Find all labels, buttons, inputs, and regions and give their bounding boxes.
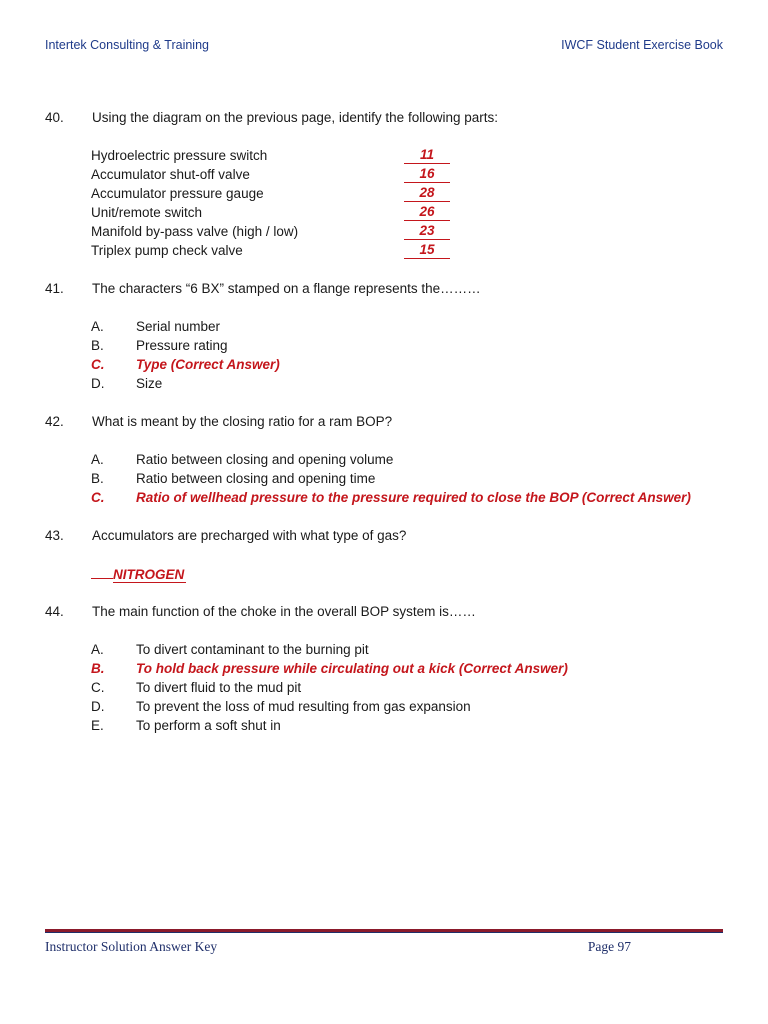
option-letter: C. (91, 490, 105, 505)
question-number: 41. (45, 281, 64, 296)
option-letter: A. (91, 319, 104, 334)
part-name: Accumulator shut-off valve (91, 167, 250, 182)
part-row (91, 241, 461, 260)
option-text: Ratio between closing and opening volume (136, 452, 394, 467)
footer-rule (45, 929, 723, 933)
part-answer: 23 (404, 223, 450, 240)
option-text: To prevent the loss of mud resulting from gas expansion (136, 699, 471, 714)
option-text: To perform a soft shut in (136, 718, 281, 733)
page-header (45, 38, 723, 58)
part-row (91, 184, 461, 203)
page-number: Page 97 (587, 939, 631, 954)
part-row (91, 222, 461, 241)
option-letter: A. (91, 642, 104, 657)
option-letter: E. (91, 718, 104, 733)
option-letter: C. (91, 357, 105, 372)
option-letter: C. (91, 680, 105, 695)
option-text: Serial number (136, 319, 221, 334)
question-text: Accumulators are precharged with what type of gas? (92, 528, 407, 543)
part-name: Accumulator pressure gauge (91, 186, 264, 201)
part-name: Triplex pump check valve (91, 243, 243, 258)
option-letter: D. (91, 699, 105, 714)
q43-answer (91, 566, 186, 582)
part-answer: 15 (404, 242, 450, 259)
answer-text: NITROGEN (113, 567, 185, 582)
question-number: 44. (45, 604, 64, 619)
part-row (91, 165, 461, 184)
question-text: What is meant by the closing ratio for a ram BOP? (92, 414, 393, 429)
option-text: Pressure rating (136, 338, 228, 353)
option-text: Type (Correct Answer) (136, 357, 280, 372)
option-letter: B. (91, 338, 104, 353)
question-number: 43. (45, 528, 64, 543)
option-text: Ratio between closing and opening time (136, 471, 376, 486)
part-answer: 28 (404, 185, 450, 202)
question-number: 42. (45, 414, 64, 429)
footer-title: Instructor Solution Answer Key (45, 939, 218, 954)
q40-parts-list (91, 146, 461, 260)
option-text: To divert fluid to the mud pit (136, 680, 302, 695)
option-text: To hold back pressure while circulating out a kick (Correct Answer) (136, 661, 568, 676)
part-answer: 16 (404, 166, 450, 183)
part-name: Unit/remote switch (91, 205, 203, 220)
page-footer (45, 939, 631, 957)
option-letter: D. (91, 376, 105, 391)
header-book-title: IWCF Student Exercise Book (561, 38, 723, 52)
part-name: Hydroelectric pressure switch (91, 148, 268, 163)
part-row (91, 203, 461, 222)
part-answer: 26 (404, 204, 450, 221)
part-row (91, 146, 461, 165)
answer-blank-line (91, 566, 113, 579)
question-text: The characters “6 BX” stamped on a flange represents the……… (92, 281, 481, 296)
question-text: The main function of the choke in the overall BOP system is…… (92, 604, 476, 619)
option-letter: B. (91, 471, 104, 486)
option-letter: A. (91, 452, 104, 467)
option-text: To divert contaminant to the burning pit (136, 642, 369, 657)
part-name: Manifold by-pass valve (high / low) (91, 224, 299, 239)
header-organization: Intertek Consulting & Training (45, 38, 209, 52)
question-text: Using the diagram on the previous page, identify the following parts: (92, 110, 498, 125)
option-letter: B. (91, 661, 105, 676)
question-number: 40. (45, 110, 64, 125)
part-answer: 11 (404, 147, 450, 164)
option-text: Size (136, 376, 163, 391)
option-text: Ratio of wellhead pressure to the pressure required to close the BOP (Correct Answer) (136, 490, 691, 505)
